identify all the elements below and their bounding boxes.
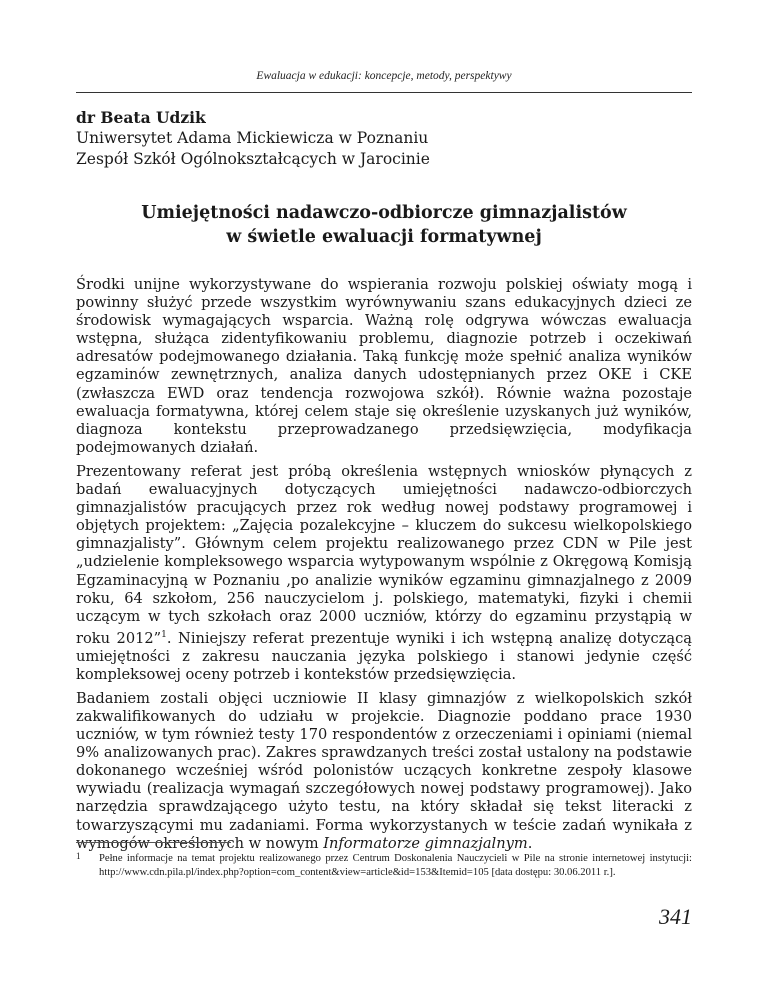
footnote-divider (76, 842, 231, 843)
page-number: 341 (659, 904, 692, 929)
paragraph-2 (76, 463, 692, 684)
paragraph-2-text-a: Prezentowany referat jest próbą określenia wstępnych wniosków płynących z badań ewaluacyjnych dotyczących umiejętności nadawczo-odbiorczych gimnazjalistów pracujących przez rok według nowej podstawy programowej i objętych projektem: „Zajęcia pozalekcyjne – kluczem do sukcesu wielkopolskiego gimnazjalisty”. Głównym celem projektu realizowanego przez CDN w Pile jest „udzielenie kompleksowego wsparcia wytypowanym wspólnie z Okręgową Komisją Egzaminacyjną w Poznaniu ‚po analizie wyników egzaminu gimnazjalnego z 2009 roku, 64 szkołom, 256 nauczycielom j. polskiego, matematyki, fizyki i chemii uczącym w tych szkołach oraz 2000 uczniów, którzy do egzaminu przystąpią w roku 2012” (76, 462, 692, 647)
paragraph-3 (76, 690, 692, 853)
footnote-text: Pełne informacje na temat projektu realizowanego przez Centrum Doskonalenia Nauczycieli w Pile na stronie internetowej instytucji: http://www.cdn.pila.pl/index.php?option=com_content&view=article&id=153&Itemid=105 [data dostępu: 30.06.2011 r.]. (99, 853, 692, 878)
author-block (76, 107, 692, 170)
footnote-number: 1 (76, 851, 81, 861)
header-divider (76, 92, 692, 93)
article-title-line-2: w świetle ewaluacji formatywnej (226, 227, 542, 247)
footnote (76, 852, 692, 879)
article-body (76, 276, 692, 859)
paragraph-1: Środki unijne wykorzystywane do wspierania rozwoju polskiej oświaty mogą i powinny służyć przede wszystkim wyrównywaniu szans edukacyjnych dzieci ze środowisk wymagających wsparcia. Ważną rolę odgrywa wówczas ewaluacja wstępna, służąca zidentyfikowaniu problemu, diagnozie potrzeb i oczekiwań adresatów podejmowanego działania. Taką funkcję może spełnić analiza wyników egzaminów zewnętrznych, analiza danych udostępnianych przez OKE i CKE (zwłaszcza EWD oraz tendencja rozwojowa szkół). Równie ważna pozostaje ewaluacja formatywna, której celem staje się określenie uzyskanych już wyników, diagnoza kontekstu przeprowadzanego przedsięwzięcia, modyfikacja podejmowanych działań. (76, 276, 692, 456)
paragraph-3-italic: Informatorze gimnazjalnym (323, 834, 528, 852)
article-title (76, 201, 692, 249)
footnote-reference: 1 (161, 629, 167, 640)
author-affiliation-1: Uniwersytet Adama Mickiewicza w Poznaniu (76, 129, 429, 147)
paragraph-3-text-b: . (527, 834, 533, 852)
paragraph-2-text-b: . Niniejszy referat prezentuje wyniki i ich wstępną analizę dotyczącą umiejętności z zakresu nauczania języka polskiego i stanowi jedynie część kompleksowej oceny potrzeb i kontekstów przedsięwzięcia. (76, 629, 692, 683)
author-name: dr Beata Udzik (76, 108, 206, 127)
article-title-line-1: Umiejętności nadawczo-odbiorcze gimnazjalistów (141, 203, 627, 223)
paragraph-3-text-a: Badaniem zostali objęci uczniowie II klasy gimnazjów z wielkopolskich szkół zakwalifikowanych do udziału w projekcie. Diagnozie poddano prace 1930 uczniów, w tym również testy 170 respondentów z orzeczeniami i opiniami (niemal 9% analizowanych prac). Zakres sprawdzanych treści został ustalony na podstawie dokonanego wcześniej wśród polonistów uczących konkretne zespoły klasowe wywiadu (realizacja wymagań szczegółowych nowej podstawy programowej). Jako narzędzia sprawdzającego użyto testu, na który składał się tekst literacki z towarzyszącymi mu zadaniami. Forma wykorzystanych w teście zadań wynikała z wymogów określonych w nowym (76, 689, 692, 852)
author-affiliation-2: Zespół Szkół Ogólnokształcących w Jarocinie (76, 150, 430, 168)
running-header: Ewaluacja w edukacji: koncepcje, metody, perspektywy (256, 70, 512, 82)
